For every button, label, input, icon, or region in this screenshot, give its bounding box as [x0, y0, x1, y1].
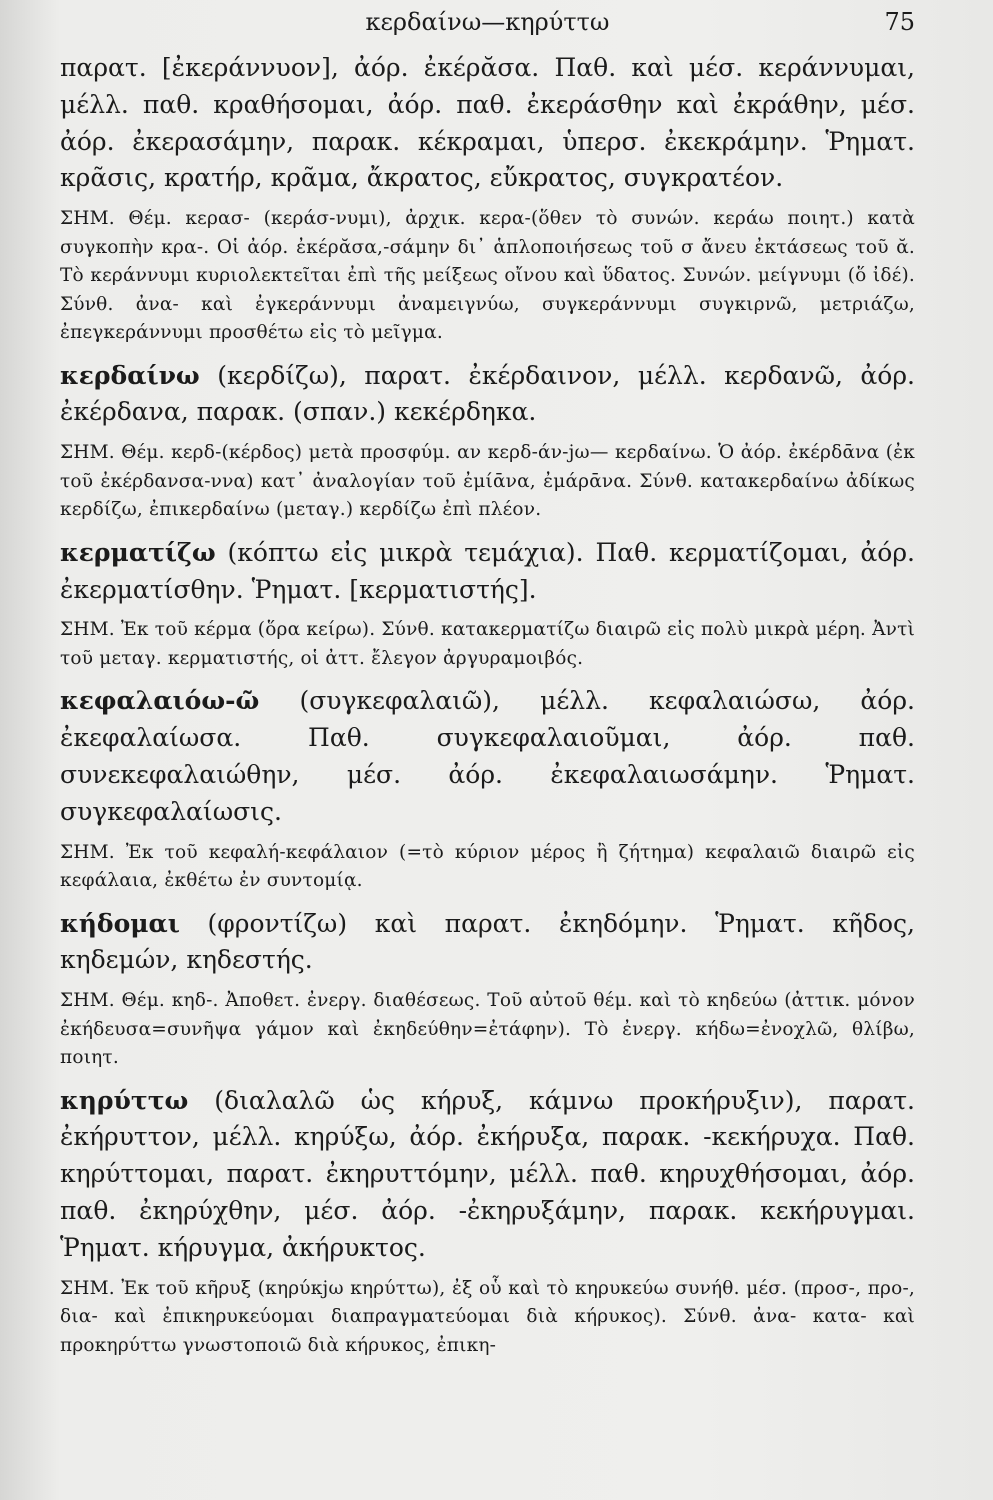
entry-text: [60, 683, 915, 830]
entry-kedomai: [60, 906, 915, 1073]
entry-text: [60, 535, 915, 609]
entry-lemma: κηρύττω: [60, 1085, 189, 1115]
entry-kermatizo: [60, 535, 915, 674]
entry-note: ΣΗΜ. Θέμ. κηδ-. Ἀποθετ. ἐνεργ. διαθέσεως. Τοῦ αὐτοῦ θέμ. καὶ τὸ κηδεύω (ἀττικ. μόνον ἐκήδευσα=συνῆψα γάμον καὶ ἐκηδεύθην=ἐτάφην). Τὸ ἐνεργ. κήδω=ἐνοχλῶ, θλίβω, ποιητ.: [60, 990, 915, 1069]
entry-lemma: κεφαλαιόω-ῶ: [60, 686, 260, 716]
entry-text: [60, 906, 915, 980]
entry-note: ΣΗΜ. Θέμ. κερδ-(κέρδος) μετὰ προσφύμ. αν κερδ-άν-jω— κερδαίνω. Ὁ ἀόρ. ἐκέρδᾱνα (ἐκ τοῦ ἐκέρδανσα-ννα) κατ᾽ ἀναλογίαν τοῦ ἐμίᾱνα, ἐμάρᾱνα. Σύνθ. κατακερδαίνω ἀδίκως κερδίζω, ἐπικερδαίνω (μεταγ.) κερδίζω ἐπὶ πλέον.: [60, 442, 915, 521]
page-header: [60, 0, 915, 50]
entry-note: ΣΗΜ. Ἐκ τοῦ κέρμα (ὅρα κείρω). Σύνθ. κατακερματίζω διαιρῶ εἰς πολὺ μικρὰ μέρη. Ἀντὶ τοῦ μεταγ. κερματιστής, οἱ ἀττ. ἔλεγον ἀργυραμοιβός.: [60, 619, 915, 669]
entry-kerdaino: [60, 358, 915, 525]
entry-note: ΣΗΜ. Ἐκ τοῦ κῆρυξ (κηρύκjω κηρύττω), ἐξ οὗ καὶ τὸ κηρυκεύω συνήθ. μέσ. (προσ-, προ-, δια- καὶ ἐπικηρυκεύομαι διαπραγματεύομαι διὰ κήρυκος). Σύνθ. ἀνα- κατα- καὶ προκηρύττω γνωστοποιῶ διὰ κήρυκος, ἐπικη-: [60, 1277, 915, 1356]
entry-kefalaioo: [60, 683, 915, 895]
entry-lemma: κερματίζω: [60, 537, 216, 567]
entry-text: [60, 358, 915, 432]
entry-text: [60, 1083, 915, 1267]
entry-body: (συγκεφαλαιῶ), μέλλ. κεφαλαιώσω, ἀόρ. ἐκεφαλαίωσα. Παθ. συγκεφαλαιοῦμαι, ἀόρ. παθ. συνεκεφαλαιώθην, μέσ. ἀόρ. ἐκεφαλαιωσάμην. Ῥηματ. συγκεφαλαίωσις.: [60, 686, 915, 826]
entry-note: ΣΗΜ. Θέμ. κερασ- (κεράσ-νυμι), ἀρχικ. κερα-(ὅθεν τὸ συνών. κεράω ποιητ.) κατὰ συγκοπὴν κρα-. Οἱ ἀόρ. ἐκέρᾰσα,-σάμην δι᾽ ἁπλοποιήσεως τοῦ σ ἄνευ ἐκτάσεως τοῦ ᾰ. Τὸ κεράννυμι κυριολεκτεῖται ἐπὶ τῆς μείξεως οἴνου καὶ ὕδατος. Συνών. μείγνυμι (ὅ ἰδέ). Σύνθ. ἀνα- καὶ ἐγκεράννυμι ἀναμειγνύω, συγκεράννυμι συγκιρνῶ, μετριάζω, ἐπεγκεράννυμι προσθέτω εἰς τὸ μεῖγμα.: [60, 208, 915, 344]
entry-kerytto: [60, 1083, 915, 1360]
entry-body: παρατ. [ἐκεράννυον], ἀόρ. ἐκέρᾰσα. Παθ. καὶ μέσ. κεράννυμαι, μέλλ. παθ. κραθήσομαι, ἀόρ. παθ. ἐκεράσθην καὶ ἐκράθην, μέσ. ἀόρ. ἐκερασάμην, παρακ. κέκραμαι, ὑπερσ. ἐκεκράμην. Ῥηματ. κρᾶσις, κρατήρ, κρᾶμα, ἄκρατος, εὔκρατος, συγκρατέον.: [60, 53, 915, 193]
page-number: 75: [884, 8, 915, 36]
entry-body: (κόπτω εἰς μικρὰ τεμάχια). Παθ. κερματίζομαι, ἀόρ. ἐκερματίσθην. Ῥηματ. [κερματιστής].: [60, 537, 915, 604]
entry-body: (διαλαλῶ ὡς κήρυξ, κάμνω προκήρυξιν), παρατ. ἐκήρυττον, μέλλ. κηρύξω, ἀόρ. ἐκήρυξα, παρακ. -κεκήρυχα. Παθ. κηρύττομαι, παρατ. ἐκηρυττόμην, μέλλ. παθ. κηρυχθήσομαι, ἀόρ. παθ. ἐκηρύχθην, μέσ. ἀόρ. -ἐκηρυξάμην, παρακ. κεκήρυγμαι. Ῥηματ. κήρυγμα, ἀκήρυκτος.: [60, 1085, 916, 1262]
entry-text: [60, 50, 915, 197]
entry-note: ΣΗΜ. Ἐκ τοῦ κεφαλή-κεφάλαιον (=τὸ κύριον μέρος ἢ ζήτημα) κεφαλαιῶ διαιρῶ εἰς κεφάλαια, ἐκθέτω ἐν συντομίᾳ.: [60, 841, 915, 892]
running-title: κερδαίνω—κηρύττω: [365, 8, 610, 36]
entry-continuation: [60, 50, 915, 348]
entry-lemma: κερδαίνω: [60, 360, 200, 390]
entry-body: (κερδίζω), παρατ. ἐκέρδαινον, μέλλ. κερδανῶ, ἀόρ. ἐκέρδανα, παρακ. (σπαν.) κεκέρδηκα.: [60, 360, 916, 427]
entry-body: (φροντίζω) καὶ παρατ. ἐκηδόμην. Ῥηματ. κῆδος, κηδεμών, κηδεστής.: [60, 908, 915, 975]
entry-lemma: κήδομαι: [60, 908, 180, 938]
